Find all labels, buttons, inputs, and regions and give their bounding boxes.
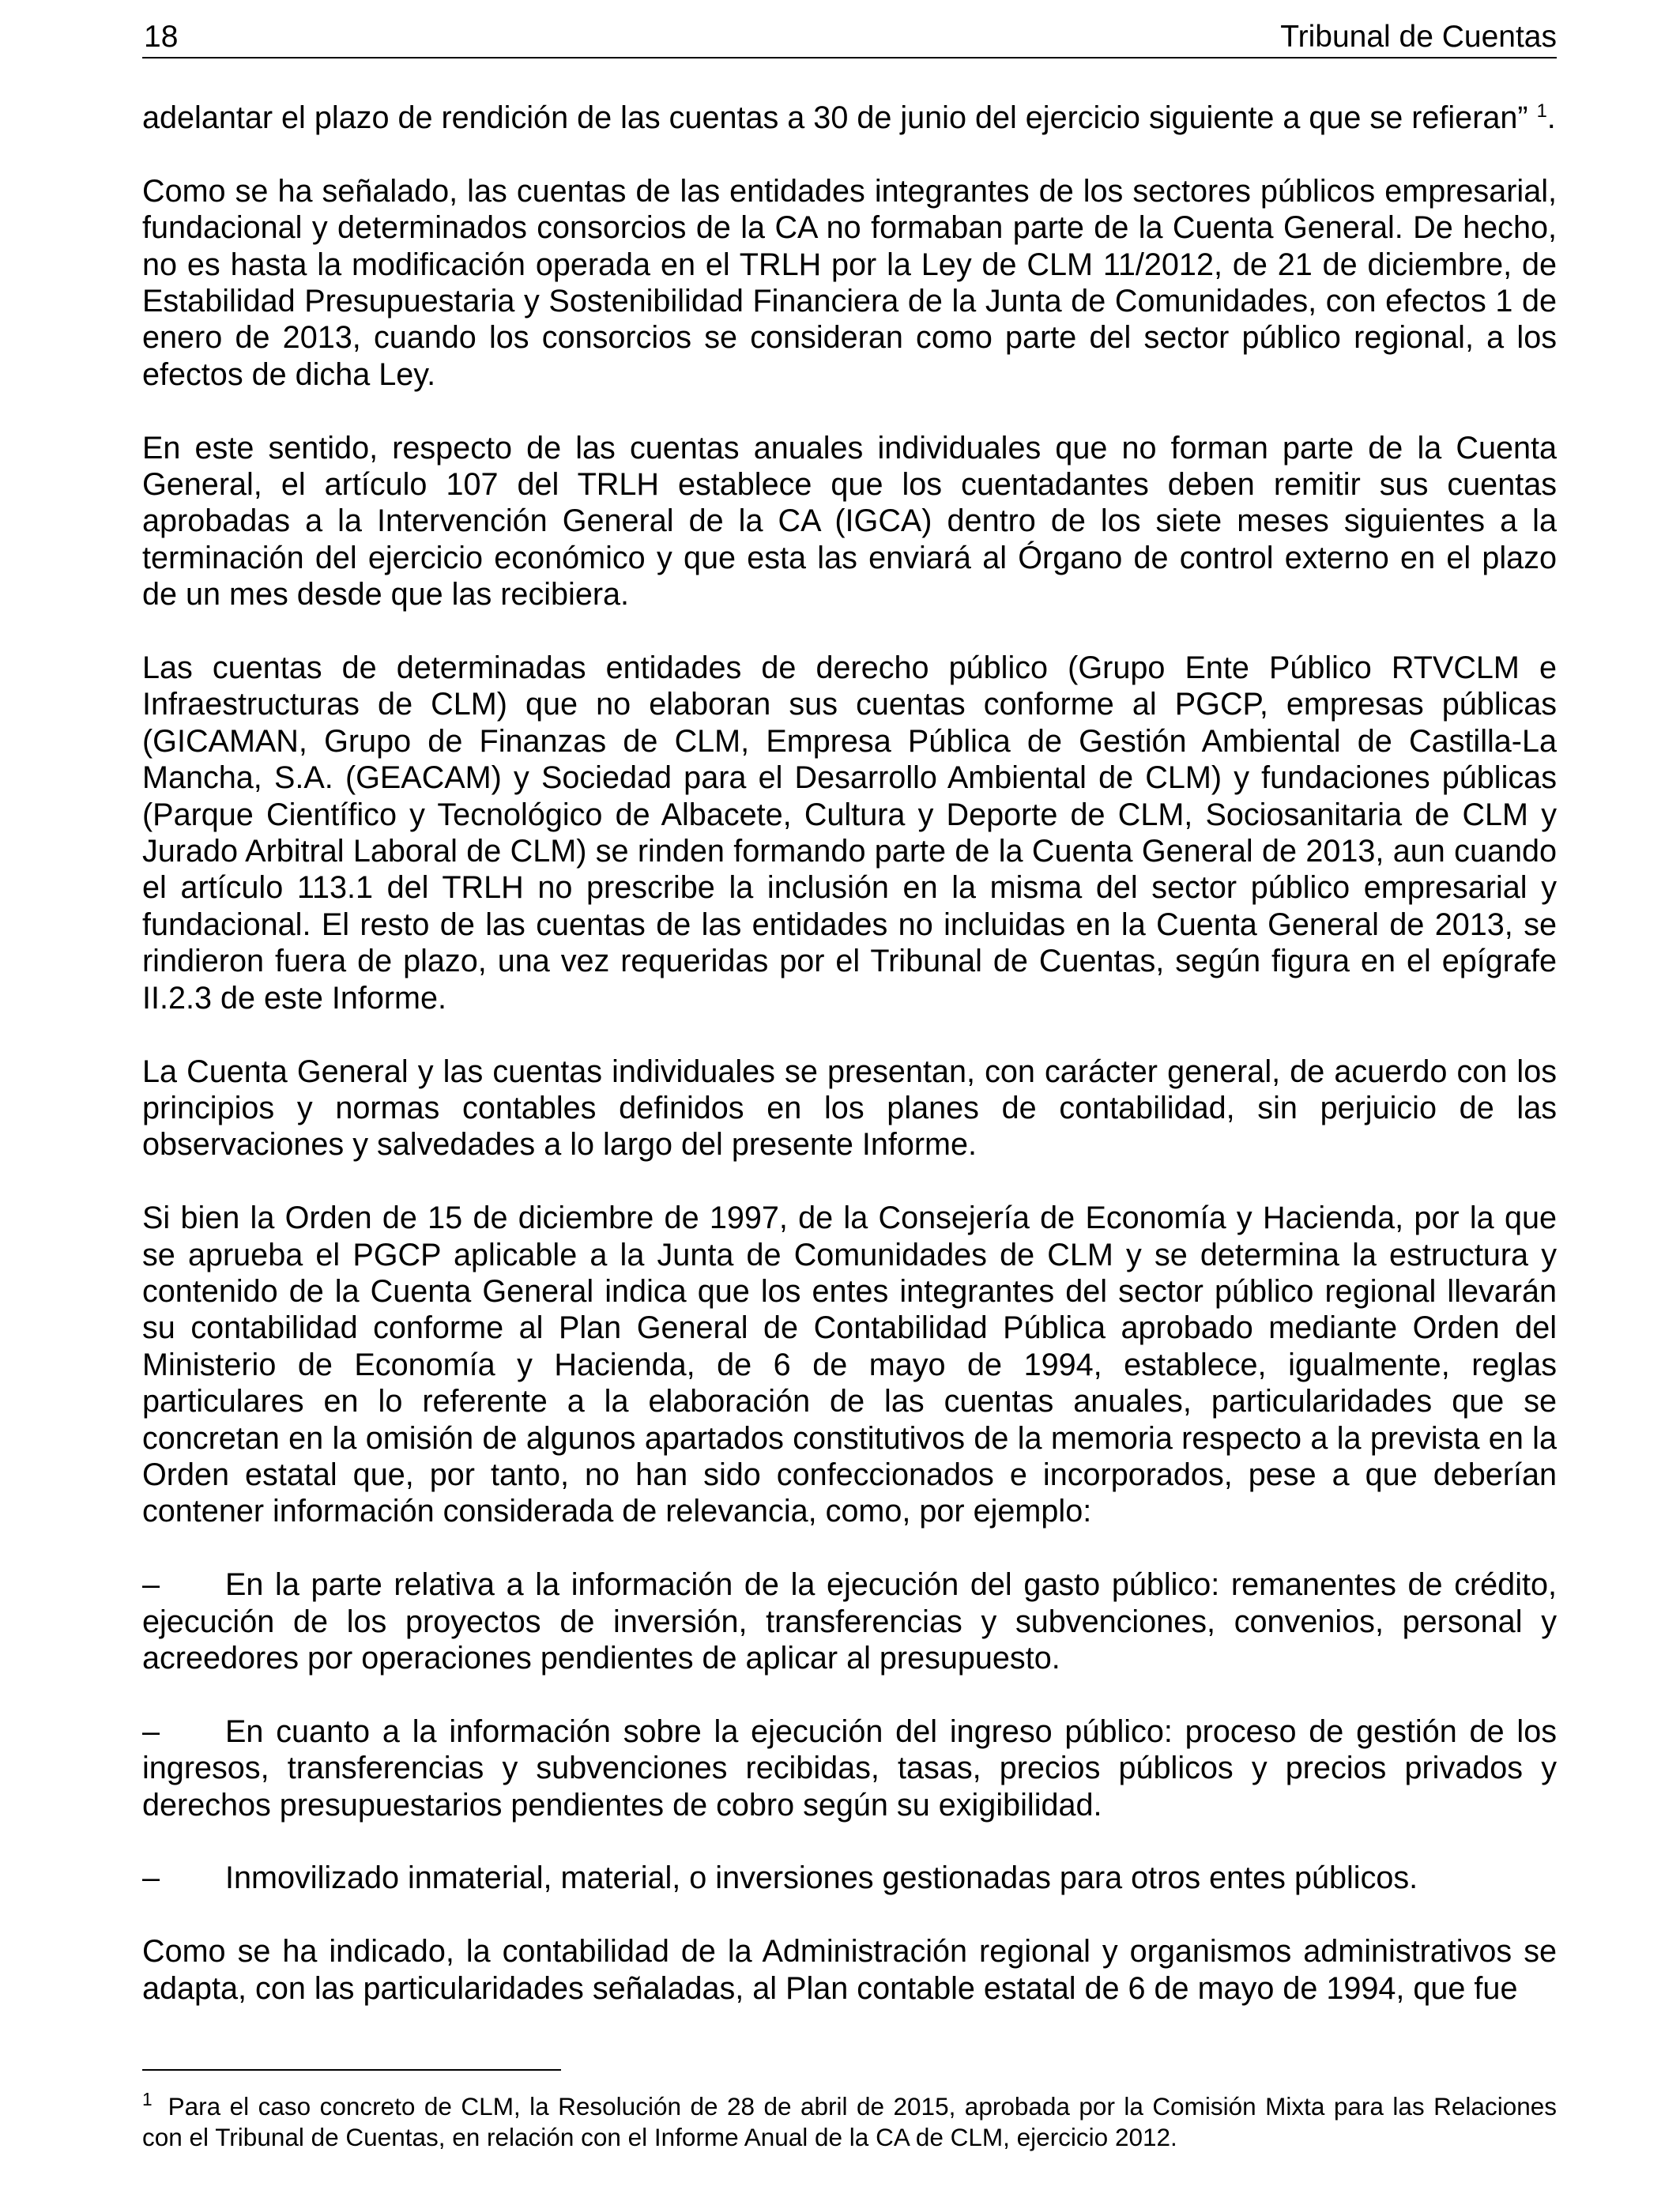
footnote	[142, 2088, 1557, 2153]
bullet-item	[142, 1713, 1557, 1823]
footnote-number: 1	[142, 2088, 153, 2109]
page-header	[142, 17, 1557, 58]
dash-marker: –	[142, 1567, 160, 1603]
running-title: Tribunal de Cuentas	[1280, 20, 1557, 54]
paragraph-2: Como se ha señalado, las cuentas de las entidades integrantes de los sectores públicos empresarial, fundacional y determinados consorcios de la CA no formaban parte de la Cuenta General. De hecho, no es hasta la modificación operada en el TRLH por la Ley de CLM 11/2012, de 21 de diciembre, de Estabilidad Presupuestaria y Sostenibilidad Financiera de la Junta de Comunidades, con efectos 1 de enero de 2013, cuando los consorcios se consideran como parte del sector público regional, a los efectos de dicha Ley.	[142, 173, 1557, 392]
paragraph-7: Como se ha indicado, la contabilidad de la Administración regional y organismos administrativos se adapta, con las particularidades señaladas, al Plan contable estatal de 6 de mayo de 1994, que fue	[142, 1934, 1557, 2006]
paragraph-6: Si bien la Orden de 15 de diciembre de 1997, de la Consejería de Economía y Hacienda, por la que se aprueba el PGCP aplicable a la Junta de Comunidades de CLM y se determina la estructura y contenido de la Cuenta General indica que los entes integrantes del sector público regional llevarán su contabilidad conforme al Plan General de Contabilidad Pública aprobado mediante Orden del Ministerio de Economía y Hacienda, de 6 de mayo de 1994, establece, igualmente, reglas particulares en lo referente a la elaboración de las cuentas anuales, particularidades que se concretan en la omisión de algunos apartados constitutivos de la memoria respecto a la prevista en la Orden estatal que, por tanto, no han sido confeccionados e incorporados, pese a que deberían contener información considerada de relevancia, como, por ejemplo:	[142, 1201, 1557, 1529]
dash-marker: –	[142, 1860, 160, 1896]
paragraph-1	[142, 100, 1557, 136]
paragraph-5: La Cuenta General y las cuentas individuales se presentan, con carácter general, de acuerdo con los principios y normas contables definidos en los planes de contabilidad, sin perjuicio de las observaciones y salvedades a lo largo del presente Informe.	[142, 1054, 1557, 1163]
footnote-separator	[142, 2069, 561, 2071]
bullet-text: En cuanto a la información sobre la ejecución del ingreso público: proceso de gestión de los ingresos, transferencias y subvenciones recibidas, tasas, precios públicos y precios privados y derechos presupuestarios pendientes de cobro según su exigibilidad.	[142, 1713, 1557, 1823]
bullet-item	[142, 1860, 1557, 1896]
body-text	[142, 100, 1557, 2007]
paragraph-4: Las cuentas de determinadas entidades de derecho público (Grupo Ente Público RTVCLM e Infraestructuras de CLM) que no elaboran sus cuentas conforme al PGCP, empresas públicas (GICAMAN, Grupo de Finanzas de CLM, Empresa Pública de Gestión Ambiental de Castilla-La Mancha, S.A. (GEACAM) y Sociedad para el Desarrollo Ambiental de CLM) y fundaciones públicas (Parque Científico y Tecnológico de Albacete, Cultura y Deporte de CLM, Sociosanitaria de CLM y Jurado Arbitral Laboral de CLM) se rinden formando parte de la Cuenta General de 2013, aun cuando el artículo 113.1 del TRLH no prescribe la inclusión en la misma del sector público empresarial y fundacional. El resto de las cuentas de las entidades no incluidas en la Cuenta General de 2013, se rindieron fuera de plazo, una vez requeridas por el Tribunal de Cuentas, según figura en el epígrafe II.2.3 de este Informe.	[142, 650, 1557, 1016]
bullet-text: En la parte relativa a la información de la ejecución del gasto público: remanentes de crédito, ejecución de los proyectos de inversión, transferencias y subvenciones, convenios, personal y acreedores por operaciones pendientes de aplicar al presupuesto.	[142, 1567, 1557, 1676]
bullet-text: Inmovilizado inmaterial, material, o inversiones gestionadas para otros entes públicos.	[225, 1860, 1418, 1896]
paragraph-1-end: .	[1546, 100, 1556, 135]
page-number: 18	[144, 20, 179, 54]
footnote-reference[interactable]: 1	[1536, 100, 1547, 122]
bullet-item	[142, 1566, 1557, 1676]
paragraph-1-text: adelantar el plazo de rendición de las cuentas a 30 de junio del ejercicio siguiente a que se refieran”	[142, 100, 1528, 135]
dash-marker: –	[142, 1713, 160, 1749]
footnote-text: Para el caso concreto de CLM, la Resolución de 28 de abril de 2015, aprobada por la Comisión Mixta para las Relaciones con el Tribunal de Cuentas, en relación con el Informe Anual de la CA de CLM, ejercicio 2012.	[142, 2092, 1557, 2151]
paragraph-3: En este sentido, respecto de las cuentas anuales individuales que no forman parte de la Cuenta General, el artículo 107 del TRLH establece que los cuentadantes deben remitir sus cuentas aprobadas a la Intervención General de la CA (IGCA) dentro de los siete meses siguientes a la terminación del ejercicio económico y que esta las enviará al Órgano de control externo en el plazo de un mes desde que las recibiera.	[142, 430, 1557, 613]
